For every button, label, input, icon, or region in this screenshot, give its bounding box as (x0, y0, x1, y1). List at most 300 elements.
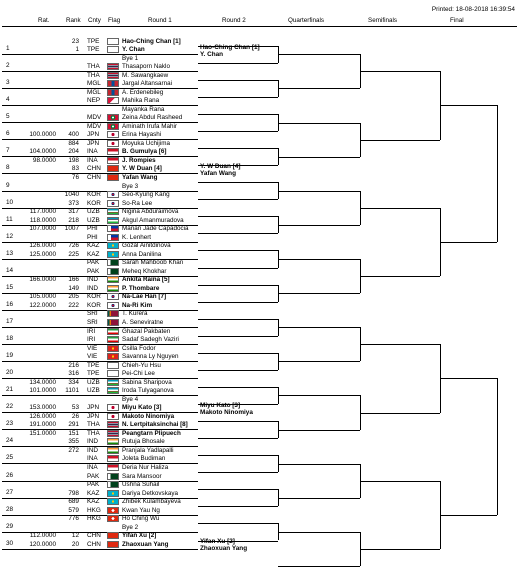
uzbekistan-flag-icon (107, 379, 119, 386)
player-rating (24, 345, 56, 352)
bracket-line (198, 131, 278, 132)
bracket-line (497, 378, 498, 514)
bracket-line (198, 80, 278, 81)
player-country: TPE (87, 370, 100, 378)
player-rank (58, 259, 79, 266)
china-flag-icon (107, 541, 119, 548)
bracket-line (278, 327, 360, 328)
player-country: HKG (87, 506, 101, 514)
player-country: UZB (87, 387, 100, 395)
player-rating (24, 55, 56, 62)
pakistan-flag-icon (107, 268, 119, 275)
player-country (87, 524, 105, 531)
round2-name: Y. W Duan [4] (200, 162, 241, 170)
player-country: IND (87, 438, 99, 446)
player-country: THA (87, 63, 100, 71)
player-name: Na-Lae Han [7] (122, 293, 167, 301)
bracket-line (198, 421, 278, 422)
player-name: B. Gumulya [6] (122, 148, 167, 156)
taiwan-flag-icon (107, 46, 119, 53)
indonesia-flag-icon (107, 455, 119, 462)
draw-position: 18 (6, 335, 14, 343)
player-rating (24, 481, 56, 488)
bracket-line (198, 353, 278, 354)
hongkong-flag-icon (107, 515, 119, 522)
header-round1: Round 1 (148, 17, 172, 24)
philippines-flag-icon (107, 225, 119, 232)
player-country: VIE (87, 344, 98, 352)
player-country: UZB (87, 378, 100, 386)
player-rating: 107.0000 (29, 225, 56, 233)
player-country: TPE (87, 361, 100, 369)
india-flag-icon (107, 447, 119, 454)
draw-position: 17 (6, 317, 14, 325)
player-country: PHI (87, 233, 98, 241)
indonesia-flag-icon (107, 157, 119, 164)
player-rating (24, 362, 56, 369)
player-rank (58, 63, 79, 70)
player-rating (24, 464, 56, 471)
player-rating: 151.0000 (29, 429, 56, 437)
draw-position: 24 (6, 437, 14, 445)
draw-position: 6 (6, 130, 10, 138)
player-name: Gozal Ainitdinova (122, 242, 171, 250)
player-name: Pranjala Yadlapalli (122, 446, 174, 454)
player-rating (24, 106, 56, 113)
bracket-line (278, 225, 360, 226)
bracket-line (440, 242, 497, 243)
player-rating (24, 89, 56, 96)
draw-position: 8 (6, 164, 10, 172)
player-rank: 216 (68, 361, 79, 369)
bracket-line (198, 63, 278, 64)
player-country: IND (87, 284, 99, 292)
player-rank (58, 55, 79, 62)
kazakhstan-flag-icon (107, 242, 119, 249)
player-name: Anna Danilina (122, 250, 162, 258)
player-rating (24, 191, 56, 198)
srilanka-flag-icon (107, 319, 119, 326)
player-name: Chieh-Yu Hsu (122, 361, 161, 369)
player-rating: 125.0000 (29, 250, 56, 258)
draw-position: 2 (6, 62, 10, 70)
player-name: N. Lertpitaksinchai [8] (122, 421, 188, 429)
srilanka-flag-icon (107, 310, 119, 317)
draw-position: 25 (6, 454, 14, 462)
uzbekistan-flag-icon (107, 217, 119, 224)
china-flag-icon (107, 174, 119, 181)
player-country: KAZ (87, 489, 100, 497)
player-name: Ushna Suhail (122, 481, 160, 489)
player-rating (24, 174, 56, 181)
player-name: Erina Hayashi (122, 131, 162, 139)
player-name: Seo-Kyung Kang (122, 191, 170, 199)
bracket-line (278, 532, 360, 533)
player-rank: 316 (68, 370, 79, 378)
player-rating (24, 310, 56, 317)
player-country (87, 396, 105, 403)
player-country: TPE (87, 37, 100, 45)
bracket-line (278, 259, 360, 260)
player-country: INA (87, 148, 98, 156)
korea-flag-icon (107, 293, 119, 300)
player-rank: 798 (68, 489, 79, 497)
player-rating: 120.0000 (29, 540, 56, 548)
player-name: A. Seneviratne (122, 318, 164, 326)
player-name: Moyuka Uchijima (122, 139, 170, 147)
player-rating: 100.0000 (29, 131, 56, 139)
bracket-line (360, 140, 440, 141)
header-quarterfinals: Quarterfinals (288, 17, 325, 24)
player-name: Ho Ching Wu (122, 515, 160, 523)
header-round2: Round 2 (222, 17, 246, 24)
player-rating (24, 447, 56, 454)
bracket-line (278, 123, 360, 124)
nepal-flag-icon (107, 97, 119, 104)
indonesia-flag-icon (107, 148, 119, 155)
player-rating: 126.0000 (29, 412, 56, 420)
bracket-line (198, 182, 278, 183)
round2-name: Makoto Ninomiya (200, 408, 253, 416)
player-name: A. Erdenebileg (122, 88, 164, 96)
player-rank: 12 (71, 532, 79, 540)
draw-position: 1 (6, 45, 10, 53)
player-rank: 1007 (64, 225, 79, 233)
player-rank: 76 (71, 173, 79, 181)
round2-name: Yifan Xu [2] (200, 538, 235, 546)
maldives-flag-icon (107, 114, 119, 121)
uzbekistan-flag-icon (107, 208, 119, 215)
korea-flag-icon (107, 200, 119, 207)
thailand-flag-icon (107, 63, 119, 70)
bracket-line (198, 302, 278, 303)
kazakhstan-flag-icon (107, 251, 119, 258)
china-flag-icon (107, 165, 119, 172)
player-rating (24, 72, 56, 79)
bracket-line (360, 344, 440, 345)
bracket-line (198, 250, 278, 251)
player-country: IRI (87, 327, 96, 335)
player-rank: 1101 (65, 387, 79, 395)
player-country: THA (87, 71, 100, 79)
player-name: Mahika Rana (122, 97, 160, 105)
bracket-line (278, 395, 360, 396)
bracket-line (440, 105, 497, 106)
draw-position: 28 (6, 505, 14, 513)
draw-position: 4 (6, 96, 10, 104)
draw-position: 30 (6, 539, 14, 547)
bracket-line (278, 361, 360, 362)
player-rating (24, 97, 56, 104)
bracket-line (198, 285, 278, 286)
player-name: Peangtarn Plipuech (122, 429, 181, 437)
player-country: CHN (87, 173, 101, 181)
player-country: PAK (87, 472, 100, 480)
player-rank: 1 (75, 46, 79, 54)
player-rating (24, 336, 56, 343)
player-country: THA (87, 421, 100, 429)
bracket-line (278, 293, 360, 294)
player-rank (58, 80, 79, 87)
india-flag-icon (107, 276, 119, 283)
bracket-line (278, 54, 360, 55)
player-rank (58, 114, 79, 121)
player-rank (58, 72, 79, 79)
player-name: Nigina Abduraimova (122, 208, 179, 216)
player-country: SRI (87, 310, 98, 318)
bracket-line (497, 105, 498, 241)
player-country: THA (87, 429, 100, 437)
draw-position: 27 (6, 488, 14, 496)
player-name: Zhibek Kulambayeva (122, 498, 181, 506)
player-rating (24, 285, 56, 292)
player-name: Bye 1 (122, 54, 139, 62)
player-name: Jargal Altansarnai (122, 80, 173, 88)
player-country: KOR (87, 191, 101, 199)
japan-flag-icon (107, 131, 119, 138)
player-rank: 272 (68, 446, 79, 454)
player-name: Marian Jade Capadocia (122, 225, 189, 233)
player-rank (58, 328, 79, 335)
player-rank (58, 396, 79, 403)
player-name: Savanna Ly Nguyen (122, 353, 179, 361)
draw-position: 14 (6, 266, 14, 274)
draw-position: 10 (6, 198, 14, 206)
draw-position: 19 (6, 352, 14, 360)
player-name: Zhaoxuan Yang (122, 540, 169, 548)
player-rank (58, 234, 79, 241)
round2-name: Yafan Wang (200, 169, 236, 177)
player-country: INA (87, 455, 98, 463)
player-country: UZB (87, 208, 100, 216)
india-flag-icon (107, 285, 119, 292)
player-name: Joleta Budiman (122, 455, 166, 463)
player-country: PAK (87, 267, 100, 275)
player-rank (58, 524, 79, 531)
player-name: Iroda Tulyaganova (122, 387, 174, 395)
taiwan-flag-icon (107, 362, 119, 369)
kazakhstan-flag-icon (107, 498, 119, 505)
player-rating: 126.0000 (29, 242, 56, 250)
row-divider (2, 549, 198, 550)
player-country (87, 183, 105, 190)
round2-name: Zhaoxuan Yang (200, 545, 248, 553)
bracket-line (198, 489, 278, 490)
player-rank: 884 (68, 139, 79, 147)
player-rating: 104.0000 (29, 148, 56, 156)
player-rank (58, 89, 79, 96)
bracket-line (198, 387, 278, 388)
thailand-flag-icon (107, 430, 119, 437)
player-rank: 205 (68, 293, 79, 301)
draw-position: 7 (6, 147, 10, 155)
player-name: Deria Nur Haliza (122, 464, 169, 471)
player-rank: 26 (71, 412, 79, 420)
player-rank (58, 353, 79, 360)
player-name: Csilla Fodor (122, 344, 156, 352)
indonesia-flag-icon (107, 464, 119, 471)
player-rating (24, 259, 56, 266)
mongolia-flag-icon (107, 80, 119, 87)
japan-flag-icon (107, 413, 119, 420)
player-rank: 373 (68, 199, 79, 207)
player-country: CHN (87, 532, 101, 540)
player-name: Rutuja Bhosale (122, 438, 165, 446)
player-name: M. Sawangkaew (122, 71, 169, 79)
player-name: Ghazal Pakbaten (122, 327, 171, 335)
bracket-line (198, 233, 278, 234)
player-rank: 83 (71, 165, 79, 173)
player-country: IND (87, 446, 99, 454)
round2-name: Hao-Ching Chan [1] (200, 43, 260, 51)
header-rank: Rank (66, 17, 81, 24)
player-rank (58, 183, 79, 190)
taiwan-flag-icon (107, 38, 119, 45)
bracket-line (198, 216, 278, 217)
draw-position: 12 (6, 232, 14, 240)
player-rank (58, 310, 79, 317)
draw-position: 16 (6, 300, 14, 308)
player-name: So-Ra Lee (122, 199, 153, 207)
header-cnty: Cnty (88, 17, 101, 24)
player-rank: 151 (68, 429, 79, 437)
player-rating (24, 455, 56, 462)
player-country: PHI (87, 225, 98, 233)
player-name: Yafan Wang (122, 173, 158, 181)
player-rating (24, 63, 56, 70)
bracket-line (278, 157, 360, 158)
player-rank: 400 (68, 131, 79, 139)
player-country (87, 106, 105, 113)
draw-position: 11 (6, 215, 13, 223)
player-rating (24, 370, 56, 377)
bracket-line (278, 191, 360, 192)
player-rating: 122.0000 (29, 301, 56, 309)
mongolia-flag-icon (107, 89, 119, 96)
header-flag: Flag (108, 17, 121, 24)
player-name: Yifan Xu [2] (122, 532, 157, 540)
draw-position: 15 (6, 283, 14, 291)
player-country: JPN (87, 131, 100, 139)
player-name: Bye 4 (122, 395, 139, 403)
player-country: MGL (87, 88, 101, 96)
player-rank: 198 (68, 156, 79, 164)
player-country: PAK (87, 259, 100, 267)
draw-position: 9 (6, 181, 10, 189)
player-country: MGL (87, 80, 101, 88)
player-rating: 105.0000 (29, 293, 56, 301)
header-semifinals: Semifinals (368, 17, 398, 24)
player-rank: 20 (71, 540, 79, 548)
player-country: KOR (87, 293, 101, 301)
japan-flag-icon (107, 404, 119, 411)
korea-flag-icon (107, 191, 119, 198)
player-name: Thasaporn Naklo (122, 63, 170, 71)
player-rank: 689 (68, 498, 79, 506)
draw-position: 5 (6, 113, 10, 121)
player-country: SRI (87, 318, 98, 326)
bracket-line (198, 319, 278, 320)
vietnam-flag-icon (107, 353, 119, 360)
player-rating: 117.0000 (29, 208, 56, 216)
china-flag-icon (107, 532, 119, 539)
player-name: Bye 2 (122, 523, 139, 531)
bracket-line (198, 97, 278, 98)
player-country: TPE (87, 46, 100, 54)
player-name: T. Kurera (122, 310, 148, 318)
player-country: MDV (87, 114, 102, 122)
draw-position: 29 (6, 522, 14, 530)
player-country: JPN (87, 139, 100, 147)
player-country: IND (87, 276, 99, 284)
bracket-line (198, 148, 278, 149)
player-rating (24, 114, 56, 121)
player-rating (24, 498, 56, 505)
player-rating: 101.0000 (29, 387, 56, 395)
player-rank: 579 (68, 506, 79, 514)
bracket-line (278, 498, 360, 499)
bracket-line (198, 523, 278, 524)
pakistan-flag-icon (107, 259, 119, 266)
bracket-line (440, 515, 497, 516)
pakistan-flag-icon (107, 481, 119, 488)
player-country: INA (87, 156, 98, 164)
draw-position: 26 (6, 471, 14, 479)
player-country: IRI (87, 336, 96, 344)
iran-flag-icon (107, 328, 119, 335)
player-country: NEP (87, 97, 101, 105)
player-rating (24, 524, 56, 531)
player-rank (58, 473, 79, 480)
player-rating (24, 507, 56, 514)
player-rank (58, 97, 79, 104)
player-rank: 149 (68, 284, 79, 292)
player-rating (24, 319, 56, 326)
bracket-line (198, 370, 278, 371)
player-country: JPN (87, 404, 100, 412)
bracket-line (278, 464, 360, 465)
thailand-flag-icon (107, 421, 119, 428)
player-name: Aminath Irufa Mahir (122, 122, 177, 130)
bracket-line (198, 438, 278, 439)
player-country: UZB (87, 216, 100, 224)
player-name: Akgul Amanmuradova (122, 216, 184, 224)
player-rating (24, 396, 56, 403)
pakistan-flag-icon (107, 473, 119, 480)
player-name: K. Lenhert (122, 233, 152, 241)
player-rating (24, 200, 56, 207)
player-country: HKG (87, 515, 101, 523)
player-rating (24, 38, 56, 45)
bracket-line (198, 455, 278, 456)
draw-position: 22 (6, 403, 14, 411)
india-flag-icon (107, 438, 119, 445)
player-country: CHN (87, 540, 101, 548)
bracket-line (360, 413, 440, 414)
draw-position: 23 (6, 420, 14, 428)
player-rank: 317 (68, 208, 79, 216)
player-rank: 291 (68, 421, 79, 429)
player-rating: 166.0000 (29, 276, 56, 284)
iran-flag-icon (107, 336, 119, 343)
vietnam-flag-icon (107, 345, 119, 352)
player-name: Ankita Raina [5] (122, 276, 170, 284)
player-rating: 118.0000 (29, 216, 56, 224)
uzbekistan-flag-icon (107, 387, 119, 394)
player-rating (24, 490, 56, 497)
player-name: Mayanka Rana (122, 105, 165, 113)
player-rank (58, 464, 79, 471)
